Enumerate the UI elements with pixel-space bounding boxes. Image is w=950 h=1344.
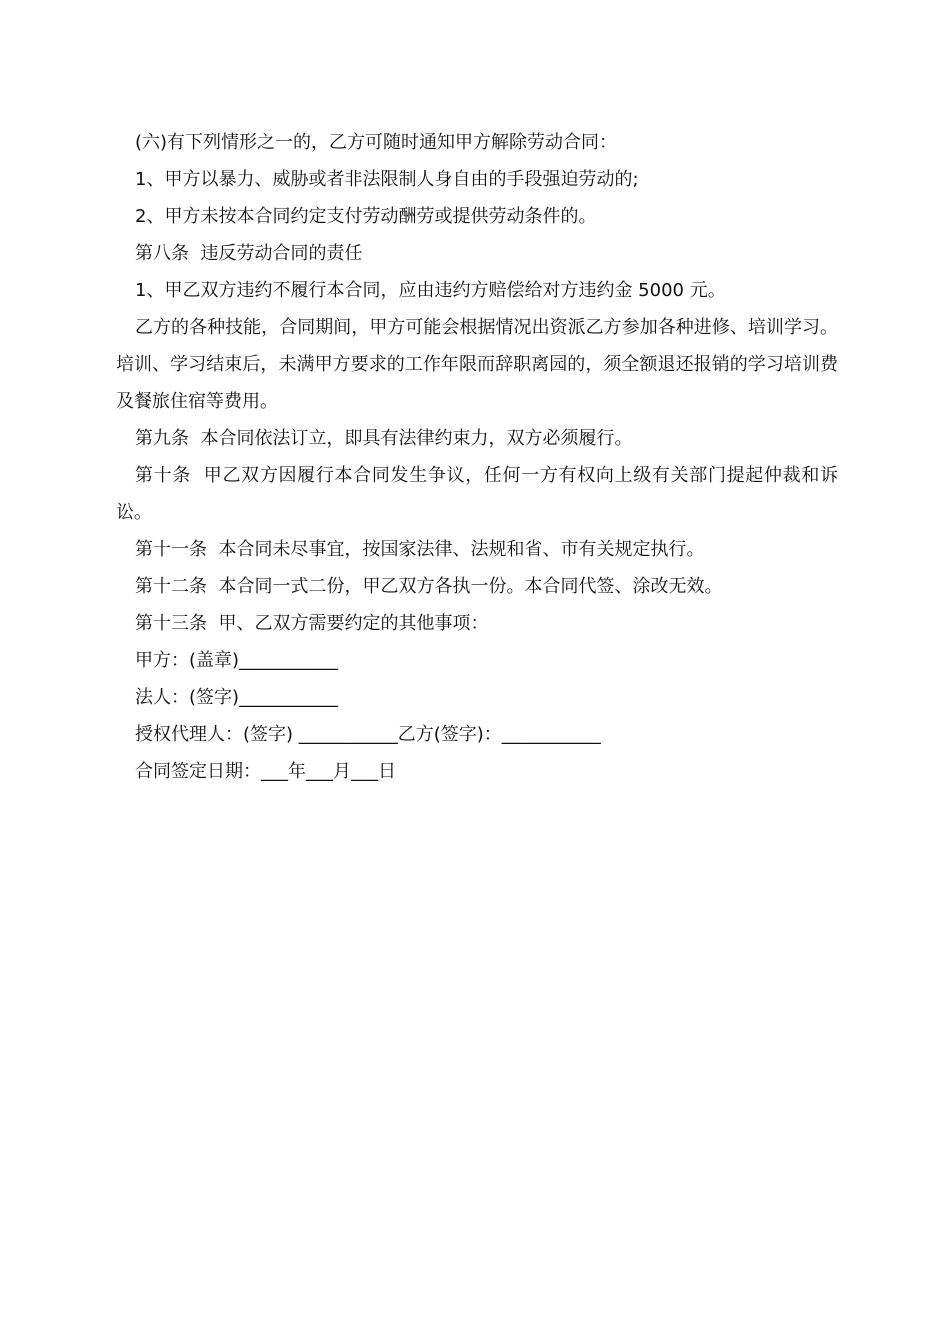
clause-6-item-1: 1、甲方以暴力、威胁或者非法限制人身自由的手段强迫劳动的; — [135, 169, 639, 190]
article-10: 第十条 甲乙双方因履行本合同发生争议，任何一方有权向上级有关部门提起仲裁和诉讼。 — [116, 465, 838, 523]
party-a-seal-line: 甲方：(盖章)___________ — [135, 650, 339, 671]
contract-body — [116, 124, 838, 790]
article-8-heading: 第八条 违反劳动合同的责任 — [135, 243, 363, 264]
clause-6-termination-intro: (六)有下列情形之一的，乙方可随时通知甲方解除劳动合同： — [135, 132, 618, 153]
article-11: 第十一条 本合同未尽事宜，按国家法律、法规和省、市有关规定执行。 — [135, 539, 705, 560]
legal-person-signature-line: 法人：(签字)___________ — [135, 687, 339, 708]
article-13: 第十三条 甲、乙双方需要约定的其他事项： — [135, 613, 489, 634]
article-8-item-1: 1、甲乙双方违约不履行本合同，应由违约方赔偿给对方违约金 5000 元。 — [135, 280, 726, 301]
article-9: 第九条 本合同依法订立，即具有法律约束力，双方必须履行。 — [135, 428, 633, 449]
sign-date-line: 合同签定日期：___年___月___日 — [135, 761, 396, 782]
agent-and-party-b-signature-line: 授权代理人：(签字) ___________乙方(签字)：___________ — [135, 724, 601, 745]
clause-6-item-2: 2、甲方未按本合同约定支付劳动酬劳或提供劳动条件的。 — [135, 206, 597, 227]
article-12: 第十二条 本合同一式二份，甲乙双方各执一份。本合同代签、涂改无效。 — [135, 576, 723, 597]
training-reimbursement-paragraph: 乙方的各种技能，合同期间，甲方可能会根据情况出资派乙方参加各种进修、培训学习。培训、学习结束后，未满甲方要求的工作年限而辞职离园的，须全额退还报销的学习培训费及餐旅住宿等费用。 — [116, 317, 838, 412]
